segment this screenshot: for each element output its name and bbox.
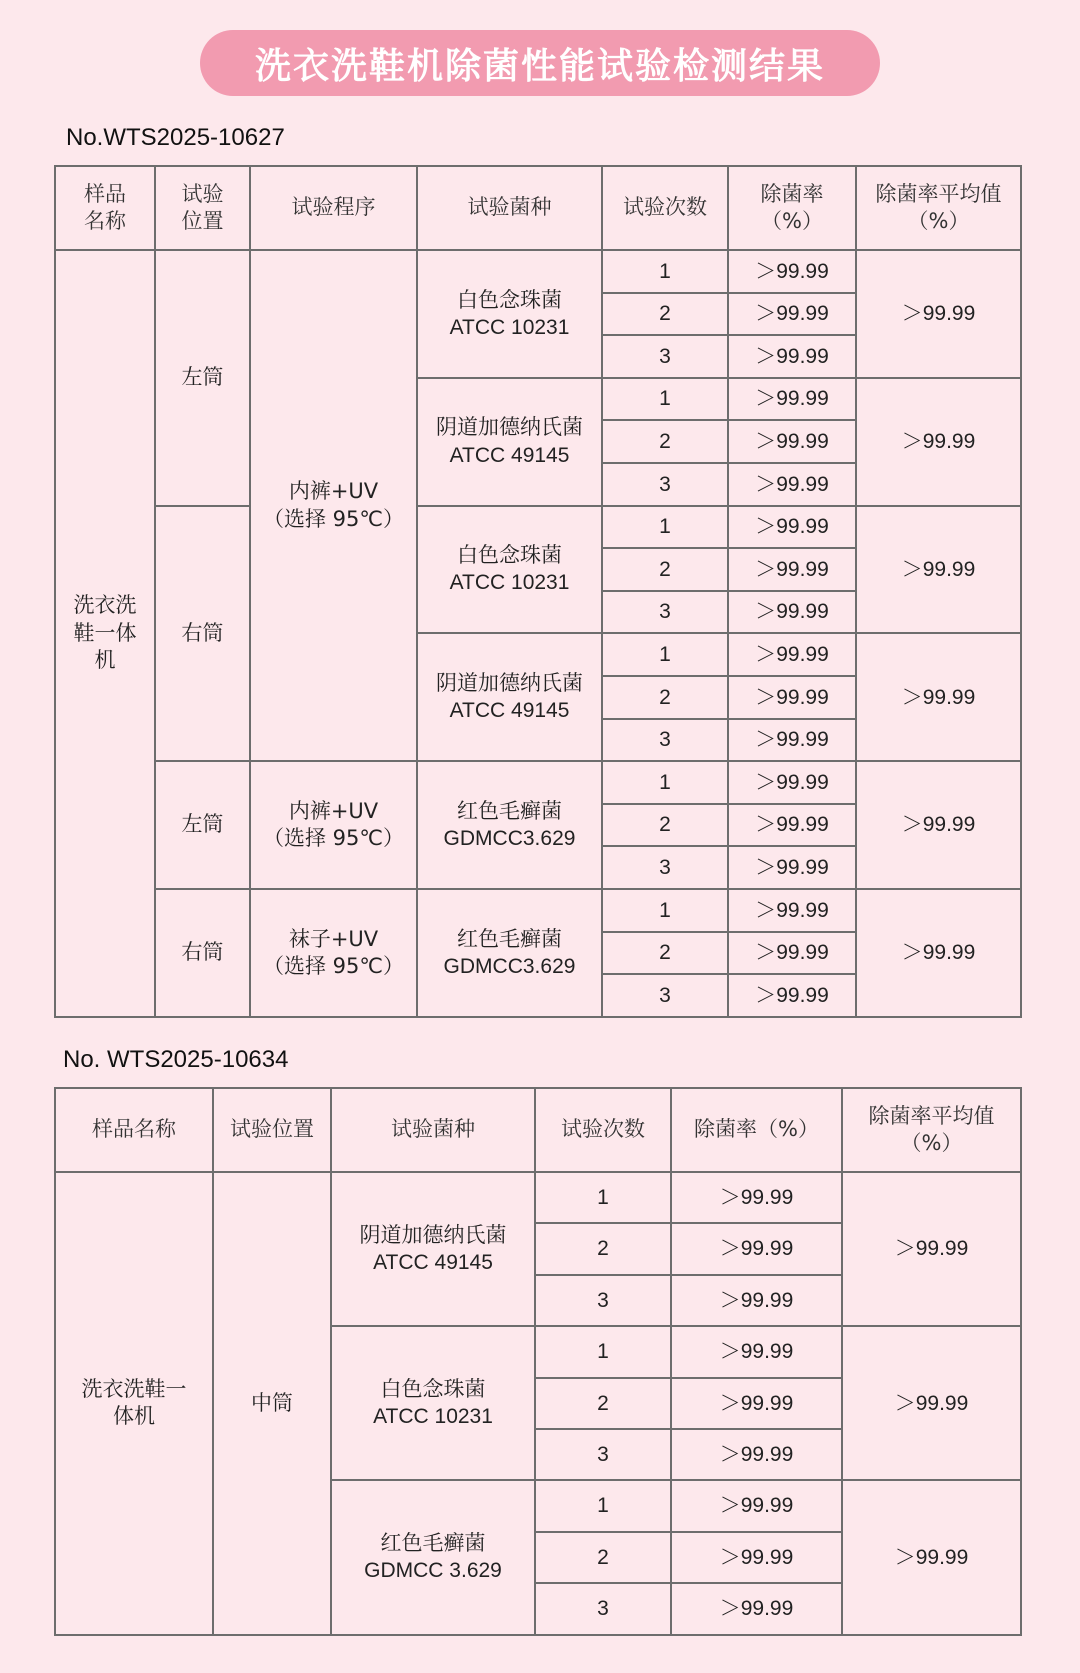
header-avg-label: 除菌率平均值（%） bbox=[868, 1103, 995, 1155]
average-rate-cell: ＞99.99 bbox=[842, 1326, 1021, 1480]
strain-code: ATCC 49145 bbox=[373, 1251, 493, 1275]
header-sample-label: 样品名称 bbox=[84, 181, 126, 233]
removal-rate-cell: ＞99.99 bbox=[728, 676, 856, 719]
average-rate-cell: ＞99.99 bbox=[856, 506, 1021, 634]
test-number-cell: 2 bbox=[535, 1378, 671, 1429]
test-number-cell: 3 bbox=[535, 1275, 671, 1326]
average-rate-cell: ＞99.99 bbox=[842, 1480, 1021, 1634]
program-cell: 内裤+UV （选择 95℃） bbox=[250, 250, 417, 761]
strain-cell bbox=[417, 250, 602, 378]
table-row bbox=[55, 250, 1021, 293]
sample-name: 洗衣洗鞋一体机 bbox=[73, 593, 137, 672]
header-average-rate bbox=[842, 1088, 1021, 1172]
header-test-strain: 试验菌种 bbox=[331, 1088, 535, 1172]
removal-rate-cell: ＞99.99 bbox=[671, 1429, 842, 1480]
position-cell: 中筒 bbox=[213, 1172, 331, 1635]
removal-rate-cell: ＞99.99 bbox=[728, 420, 856, 463]
test-number-cell: 1 bbox=[535, 1326, 671, 1377]
test-number-cell: 3 bbox=[602, 335, 728, 378]
page-title: 洗衣洗鞋机除菌性能试验检测结果 bbox=[200, 30, 880, 96]
strain-name: 阴道加德纳氏菌 bbox=[359, 1222, 507, 1247]
header-test-times: 试验次数 bbox=[535, 1088, 671, 1172]
strain-code: ATCC 10231 bbox=[449, 315, 570, 339]
test-number-cell: 1 bbox=[602, 633, 728, 676]
removal-rate-cell: ＞99.99 bbox=[728, 506, 856, 549]
results-table-2 bbox=[54, 1087, 1022, 1636]
removal-rate-cell: ＞99.99 bbox=[728, 548, 856, 591]
program-cell: 袜子+UV （选择 95℃） bbox=[250, 889, 417, 1017]
sample-name: 洗衣洗鞋一体机 bbox=[81, 1376, 187, 1429]
header-test-strain: 试验菌种 bbox=[417, 166, 602, 250]
table-header-row bbox=[55, 166, 1021, 250]
average-rate-cell: ＞99.99 bbox=[856, 378, 1021, 506]
removal-rate-cell: ＞99.99 bbox=[728, 804, 856, 847]
average-rate-cell: ＞99.99 bbox=[856, 633, 1021, 761]
removal-rate-cell: ＞99.99 bbox=[671, 1223, 842, 1274]
header-avg-label: 除菌率平均值（%） bbox=[875, 181, 1002, 233]
program-cell: 内裤+UV （选择 95℃） bbox=[250, 761, 417, 889]
removal-rate-cell: ＞99.99 bbox=[728, 846, 856, 889]
test-number-cell: 3 bbox=[602, 463, 728, 506]
test-number-cell: 3 bbox=[602, 719, 728, 762]
header-position-label: 试验位置 bbox=[181, 181, 224, 233]
removal-rate-cell: ＞99.99 bbox=[671, 1532, 842, 1583]
strain-cell bbox=[417, 761, 602, 889]
average-rate-cell: ＞99.99 bbox=[856, 250, 1021, 378]
test-number-cell: 2 bbox=[535, 1532, 671, 1583]
test-number-cell: 3 bbox=[535, 1583, 671, 1634]
strain-name: 白色念珠菌 bbox=[457, 287, 562, 312]
header-test-position bbox=[155, 166, 250, 250]
strain-name: 白色念珠菌 bbox=[457, 543, 562, 568]
strain-code: ATCC 49145 bbox=[449, 699, 570, 723]
average-rate-cell: ＞99.99 bbox=[842, 1172, 1021, 1326]
strain-cell bbox=[417, 889, 602, 1017]
average-rate-cell: ＞99.99 bbox=[856, 761, 1021, 889]
position-cell: 左筒 bbox=[155, 761, 250, 889]
strain-cell bbox=[331, 1480, 535, 1634]
strain-cell bbox=[417, 506, 602, 634]
header-removal-rate bbox=[728, 166, 856, 250]
strain-name: 白色念珠菌 bbox=[380, 1376, 486, 1401]
removal-rate-cell: ＞99.99 bbox=[728, 335, 856, 378]
removal-rate-cell: ＞99.99 bbox=[728, 889, 856, 932]
removal-rate-cell: ＞99.99 bbox=[728, 719, 856, 762]
header-sample-name bbox=[55, 166, 155, 250]
test-number-cell: 2 bbox=[602, 420, 728, 463]
strain-code: ATCC 10231 bbox=[373, 1405, 493, 1429]
removal-rate-cell: ＞99.99 bbox=[728, 591, 856, 634]
removal-rate-cell: ＞99.99 bbox=[728, 761, 856, 804]
strain-name: 红色毛癣菌 bbox=[457, 798, 562, 823]
header-rate-label: 除菌率（%） bbox=[760, 181, 824, 233]
header-test-position: 试验位置 bbox=[213, 1088, 331, 1172]
test-number-cell: 3 bbox=[602, 974, 728, 1017]
strain-name: 红色毛癣菌 bbox=[457, 926, 562, 951]
removal-rate-cell: ＞99.99 bbox=[671, 1326, 842, 1377]
test-number-cell: 3 bbox=[602, 591, 728, 634]
strain-name: 阴道加德纳氏菌 bbox=[436, 415, 583, 440]
test-number-cell: 1 bbox=[602, 250, 728, 293]
test-number-cell: 2 bbox=[602, 293, 728, 336]
average-rate-cell: ＞99.99 bbox=[856, 889, 1021, 1017]
sample-name-cell bbox=[55, 250, 155, 1017]
table-row bbox=[55, 889, 1021, 932]
strain-code: GDMCC3.629 bbox=[443, 827, 576, 851]
test-number-cell: 1 bbox=[535, 1172, 671, 1223]
removal-rate-cell: ＞99.99 bbox=[671, 1583, 842, 1634]
position-cell: 右筒 bbox=[155, 889, 250, 1017]
removal-rate-cell: ＞99.99 bbox=[671, 1275, 842, 1326]
sample-name-cell bbox=[55, 1172, 213, 1635]
strain-cell bbox=[331, 1326, 535, 1480]
removal-rate-cell: ＞99.99 bbox=[728, 250, 856, 293]
test-number-cell: 2 bbox=[602, 548, 728, 591]
removal-rate-cell: ＞99.99 bbox=[728, 633, 856, 676]
report-number-2: No. WTS2025-10634 bbox=[63, 1046, 289, 1073]
removal-rate-cell: ＞99.99 bbox=[728, 463, 856, 506]
removal-rate-cell: ＞99.99 bbox=[728, 378, 856, 421]
results-table-1 bbox=[54, 165, 1022, 1018]
report-number-1: No.WTS2025-10627 bbox=[66, 124, 285, 151]
test-number-cell: 1 bbox=[602, 506, 728, 549]
header-test-times: 试验次数 bbox=[602, 166, 728, 250]
table-row bbox=[55, 506, 1021, 549]
strain-code: ATCC 10231 bbox=[449, 571, 570, 595]
removal-rate-cell: ＞99.99 bbox=[728, 974, 856, 1017]
test-number-cell: 2 bbox=[602, 676, 728, 719]
test-number-cell: 1 bbox=[602, 378, 728, 421]
strain-name: 红色毛癣菌 bbox=[380, 1531, 486, 1556]
strain-code: ATCC 49145 bbox=[449, 443, 570, 467]
test-number-cell: 1 bbox=[602, 889, 728, 932]
position-cell: 右筒 bbox=[155, 506, 250, 762]
table-row bbox=[55, 1172, 1021, 1223]
removal-rate-cell: ＞99.99 bbox=[728, 293, 856, 336]
position-cell: 左筒 bbox=[155, 250, 250, 506]
strain-cell bbox=[417, 633, 602, 761]
header-average-rate bbox=[856, 166, 1021, 250]
header-removal-rate: 除菌率（%） bbox=[671, 1088, 842, 1172]
test-number-cell: 3 bbox=[602, 846, 728, 889]
strain-code: GDMCC 3.629 bbox=[364, 1559, 502, 1583]
strain-name: 阴道加德纳氏菌 bbox=[436, 670, 583, 695]
test-number-cell: 3 bbox=[535, 1429, 671, 1480]
test-number-cell: 2 bbox=[602, 932, 728, 975]
strain-code: GDMCC3.629 bbox=[443, 954, 576, 978]
removal-rate-cell: ＞99.99 bbox=[671, 1378, 842, 1429]
strain-cell bbox=[417, 378, 602, 506]
removal-rate-cell: ＞99.99 bbox=[728, 932, 856, 975]
header-test-program: 试验程序 bbox=[250, 166, 417, 250]
table-header-row bbox=[55, 1088, 1021, 1172]
removal-rate-cell: ＞99.99 bbox=[671, 1172, 842, 1223]
table-row bbox=[55, 761, 1021, 804]
test-number-cell: 1 bbox=[602, 761, 728, 804]
removal-rate-cell: ＞99.99 bbox=[671, 1480, 842, 1531]
test-number-cell: 1 bbox=[535, 1480, 671, 1531]
test-number-cell: 2 bbox=[535, 1223, 671, 1274]
header-sample-name: 样品名称 bbox=[55, 1088, 213, 1172]
test-number-cell: 2 bbox=[602, 804, 728, 847]
strain-cell bbox=[331, 1172, 535, 1326]
